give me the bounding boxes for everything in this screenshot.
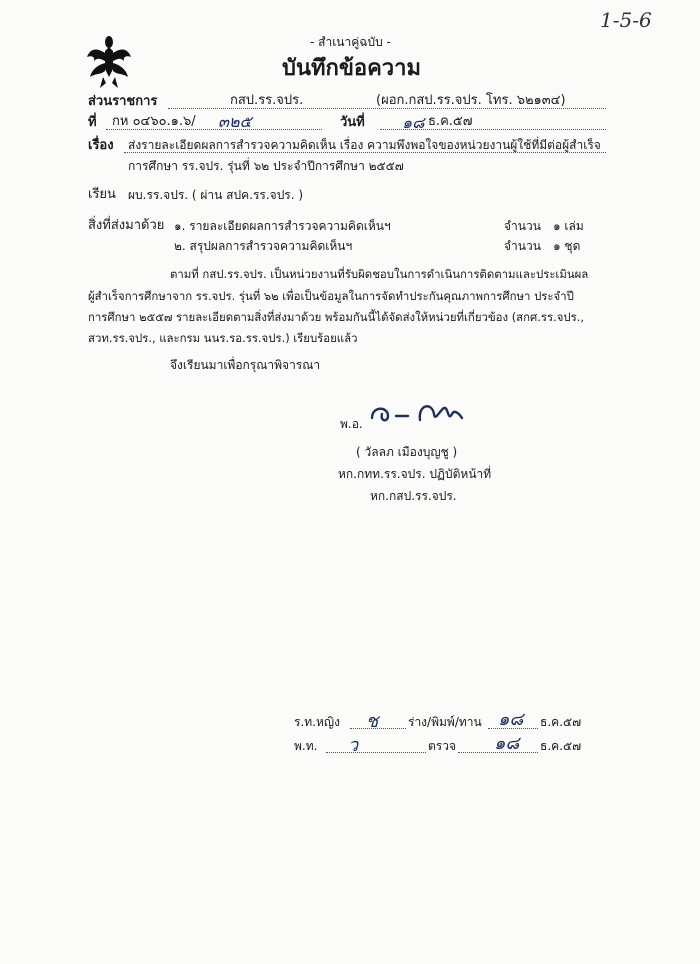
- enclosure-2-qty: ๑ ชุด: [553, 239, 581, 253]
- signer-name: ( วัลลภ เมืองบุญชู ): [356, 445, 458, 459]
- subject-line-2: การศึกษา รร.จปร. รุ่นที่ ๖๒ ประจำปีการศึกษา ๒๕๕๗: [128, 159, 404, 173]
- reference-value: กห ๐๔๖๐.๑.๖/: [112, 114, 196, 129]
- salutation-label: เรียน: [88, 187, 116, 202]
- subject-label: เรื่อง: [88, 138, 114, 153]
- body-line-4: สวท.รร.จปร., และกรม นนร.รอ.รร.จปร.) เรียบร้อยแล้ว: [88, 331, 358, 345]
- enclosure-1-qty: ๑ เล่ม: [553, 219, 584, 233]
- enclosure-2-item: ๒. สรุปผลการสำรวจความคิดเห็นฯ: [174, 239, 353, 253]
- enclosure-1-qty-label: จำนวน: [504, 219, 541, 233]
- garuda-emblem-icon: [86, 33, 132, 89]
- footer-row2-lead: พ.ท.: [294, 739, 318, 753]
- handwritten-signature: [368, 400, 466, 428]
- date-month-year: ธ.ค.๕๗: [428, 114, 473, 129]
- footer-row2-mark1: ว: [348, 735, 359, 756]
- footer-row2-date: ธ.ค.๕๗: [540, 739, 582, 753]
- handwritten-reference: 1-5-6: [600, 8, 652, 32]
- salutation-value: ผบ.รร.จปร. ( ผ่าน สปค.รร.จปร. ): [128, 188, 304, 202]
- enclosure-1-item: ๑. รายละเอียดผลการสำรวจความคิดเห็นฯ: [174, 219, 391, 233]
- footer-row1-mark2: ๑๘: [498, 709, 524, 730]
- date-handwritten-day: ๑๘: [402, 113, 425, 132]
- signer-rank: พ.อ.: [340, 417, 363, 431]
- copy-note: - สำเนาคู่ฉบับ -: [310, 35, 391, 49]
- signer-position-line-1: หก.กทท.รร.จปร. ปฏิบัติหน้าที่: [338, 467, 492, 481]
- footer-row2-dotted-1: [326, 752, 426, 753]
- subject-line-1: ส่งรายละเอียดผลการสำรวจความคิดเห็น เรื่อง ความพึงพอใจของหน่วยงานผู้ใช้ที่มีต่อผู้สำเร็จ: [128, 138, 601, 152]
- reference-handwritten-number: ๓๒๕: [218, 112, 252, 131]
- footer-row1-mid: ร่าง/พิมพ์/ทาน: [408, 715, 482, 729]
- agency-value: กสป.รร.จปร.: [230, 93, 304, 108]
- footer-row1-date: ธ.ค.๕๗: [540, 715, 582, 729]
- footer-row1-mark1: ช: [366, 711, 379, 732]
- agency-contact: (ผอก.กสป.รร.จปร. โทร. ๖๒๑๓๔): [376, 93, 566, 108]
- closing-line: จึงเรียนมาเพื่อกรุณาพิจารณา: [170, 358, 321, 372]
- footer-row2-mark2: ๑๘: [494, 733, 520, 754]
- footer-row2-mid: ตรวจ: [428, 739, 457, 753]
- date-label: วันที่: [340, 115, 365, 130]
- signer-position-line-2: หก.กสป.รร.จปร.: [370, 489, 457, 503]
- enclosures-label: สิ่งที่ส่งมาด้วย: [88, 218, 165, 233]
- body-line-2: ผู้สำเร็จการศึกษาจาก รร.จปร. รุ่นที่ ๖๒ เพื่อเป็นข้อมูลในการจัดทำประกันคุณภาพการศึกษา ประจำปี: [88, 289, 574, 303]
- body-line-1: ตามที่ กสป.รร.จปร. เป็นหน่วยงานที่รับผิดชอบในการดำเนินการติดตามและประเมินผล: [170, 267, 589, 281]
- document-title: บันทึกข้อความ: [282, 56, 422, 81]
- reference-label: ที่: [88, 115, 97, 130]
- footer-row1-lead: ร.ท.หญิง: [294, 715, 340, 729]
- enclosure-2-qty-label: จำนวน: [504, 239, 541, 253]
- agency-label: ส่วนราชการ: [88, 94, 158, 109]
- body-line-3: การศึกษา ๒๕๕๗ รายละเอียดตามสิ่งที่ส่งมาด้วย พร้อมกันนี้ได้จัดส่งให้หน่วยที่เกี่ยวข้อง (สกศ.รร.จปร.,: [88, 310, 584, 324]
